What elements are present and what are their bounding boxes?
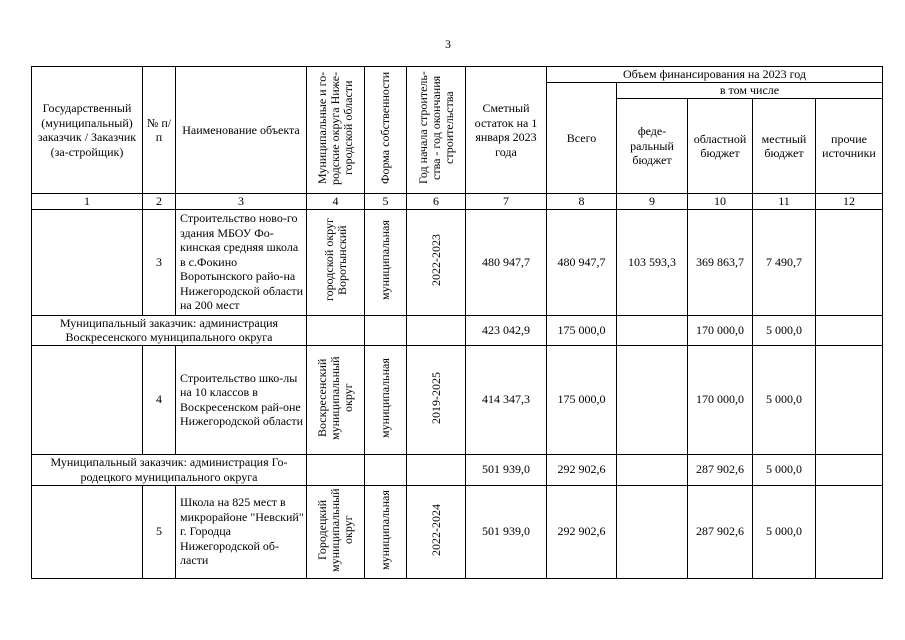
total-value: 292 902,6: [547, 454, 617, 485]
header-estimate-balance: Сметный остаток на 1 января 2023 года: [466, 67, 547, 194]
years: 2022-2024: [428, 503, 443, 556]
ownership: муниципальная: [378, 489, 392, 570]
row-num: 4: [143, 345, 176, 454]
local-value: 5 000,0: [753, 454, 816, 485]
table-row: [32, 485, 883, 578]
total-value: 175 000,0: [547, 345, 617, 454]
column-number: 6: [407, 194, 466, 210]
local-value: 5 000,0: [753, 315, 816, 345]
column-number: 10: [688, 194, 753, 210]
column-number: 11: [753, 194, 816, 210]
total-value: 175 000,0: [547, 315, 617, 345]
header-local: местный бюджет: [753, 99, 816, 194]
header-total: Всего: [547, 83, 617, 194]
federal-value: [617, 485, 688, 578]
financing-table: [31, 66, 883, 579]
header-row-1: [32, 67, 883, 83]
customer-row: [32, 315, 883, 345]
customer-label: Муниципальный заказчик: администрация Воскресенского муниципального округа: [32, 315, 307, 345]
ownership: муниципальная: [378, 357, 392, 438]
federal-value: [617, 454, 688, 485]
estimate-value: 501 939,0: [466, 454, 547, 485]
years: 2019-2025: [428, 371, 443, 424]
federal-value: [617, 315, 688, 345]
object-name: Строительство шко-лы на 10 классов в Воскресенском рай-оне Нижегородской области: [176, 345, 307, 454]
federal-value: 103 593,3: [617, 209, 688, 315]
municipality: городской округ Воротынский: [321, 218, 349, 302]
header-regional: областной бюджет: [688, 99, 753, 194]
header-other: прочие источники: [816, 99, 883, 194]
header-federal: феде-ральный бюджет: [617, 99, 688, 194]
other-value: [816, 454, 883, 485]
estimate-value: 423 042,9: [466, 315, 547, 345]
other-value: [816, 485, 883, 578]
regional-value: 170 000,0: [688, 315, 753, 345]
column-number: 8: [547, 194, 617, 210]
federal-value: [617, 345, 688, 454]
table-row: [32, 345, 883, 454]
header-num: № п/п: [143, 67, 176, 194]
municipality: Городецкий муниципальный округ: [315, 488, 355, 572]
total-value: 292 902,6: [547, 485, 617, 578]
header-object-name: Наименование объекта: [176, 67, 307, 194]
column-number: 3: [176, 194, 307, 210]
object-name: Школа на 825 мест в микрорайоне "Невский" г. Городца Нижегородской об-ласти: [176, 485, 307, 578]
years: 2022-2023: [428, 234, 443, 287]
local-value: 5 000,0: [753, 485, 816, 578]
regional-value: 287 902,6: [688, 454, 753, 485]
column-number: 12: [816, 194, 883, 210]
regional-value: 369 863,7: [688, 209, 753, 315]
estimate-value: 501 939,0: [466, 485, 547, 578]
other-value: [816, 345, 883, 454]
estimate-value: 480 947,7: [466, 209, 547, 315]
local-value: 5 000,0: [753, 345, 816, 454]
header-ownership: Форма собственности: [378, 72, 392, 185]
local-value: 7 490,7: [753, 209, 816, 315]
estimate-value: 414 347,3: [466, 345, 547, 454]
object-name: Строительство ново-го здания МБОУ Фо-кинская средняя школа в с.Фокино Воротынского райо-на Нижегородской области на 200 мест: [176, 209, 307, 315]
header-financing: Объем финансирования на 2023 год: [547, 67, 883, 83]
column-number: 4: [307, 194, 365, 210]
column-number: 5: [365, 194, 407, 210]
regional-value: 170 000,0: [688, 345, 753, 454]
customer-label: Муниципальный заказчик: администрация Го-родецкого муниципального округа: [32, 454, 307, 485]
header-customer: Государственный (муниципальный) заказчик / Заказчик (за-стройщик): [32, 67, 143, 194]
other-value: [816, 209, 883, 315]
column-number: 9: [617, 194, 688, 210]
page-number: 3: [445, 37, 451, 51]
header-years: Год начала строитель-ства - год окончания строительства: [415, 71, 456, 185]
header-including: в том числе: [617, 83, 883, 99]
table-row: [32, 209, 883, 315]
column-number: 7: [466, 194, 547, 210]
column-number-row: [32, 194, 883, 210]
column-number: 2: [143, 194, 176, 210]
customer-row: [32, 454, 883, 485]
row-num: 3: [143, 209, 176, 315]
header-municipality: Муниципальные и го-родские округа Ниже-городской области: [315, 71, 355, 185]
municipality: Воскресенский муниципальный округ: [315, 356, 355, 440]
other-value: [816, 315, 883, 345]
regional-value: 287 902,6: [688, 485, 753, 578]
ownership: муниципальная: [378, 220, 392, 301]
row-num: 5: [143, 485, 176, 578]
column-number: 1: [32, 194, 143, 210]
total-value: 480 947,7: [547, 209, 617, 315]
